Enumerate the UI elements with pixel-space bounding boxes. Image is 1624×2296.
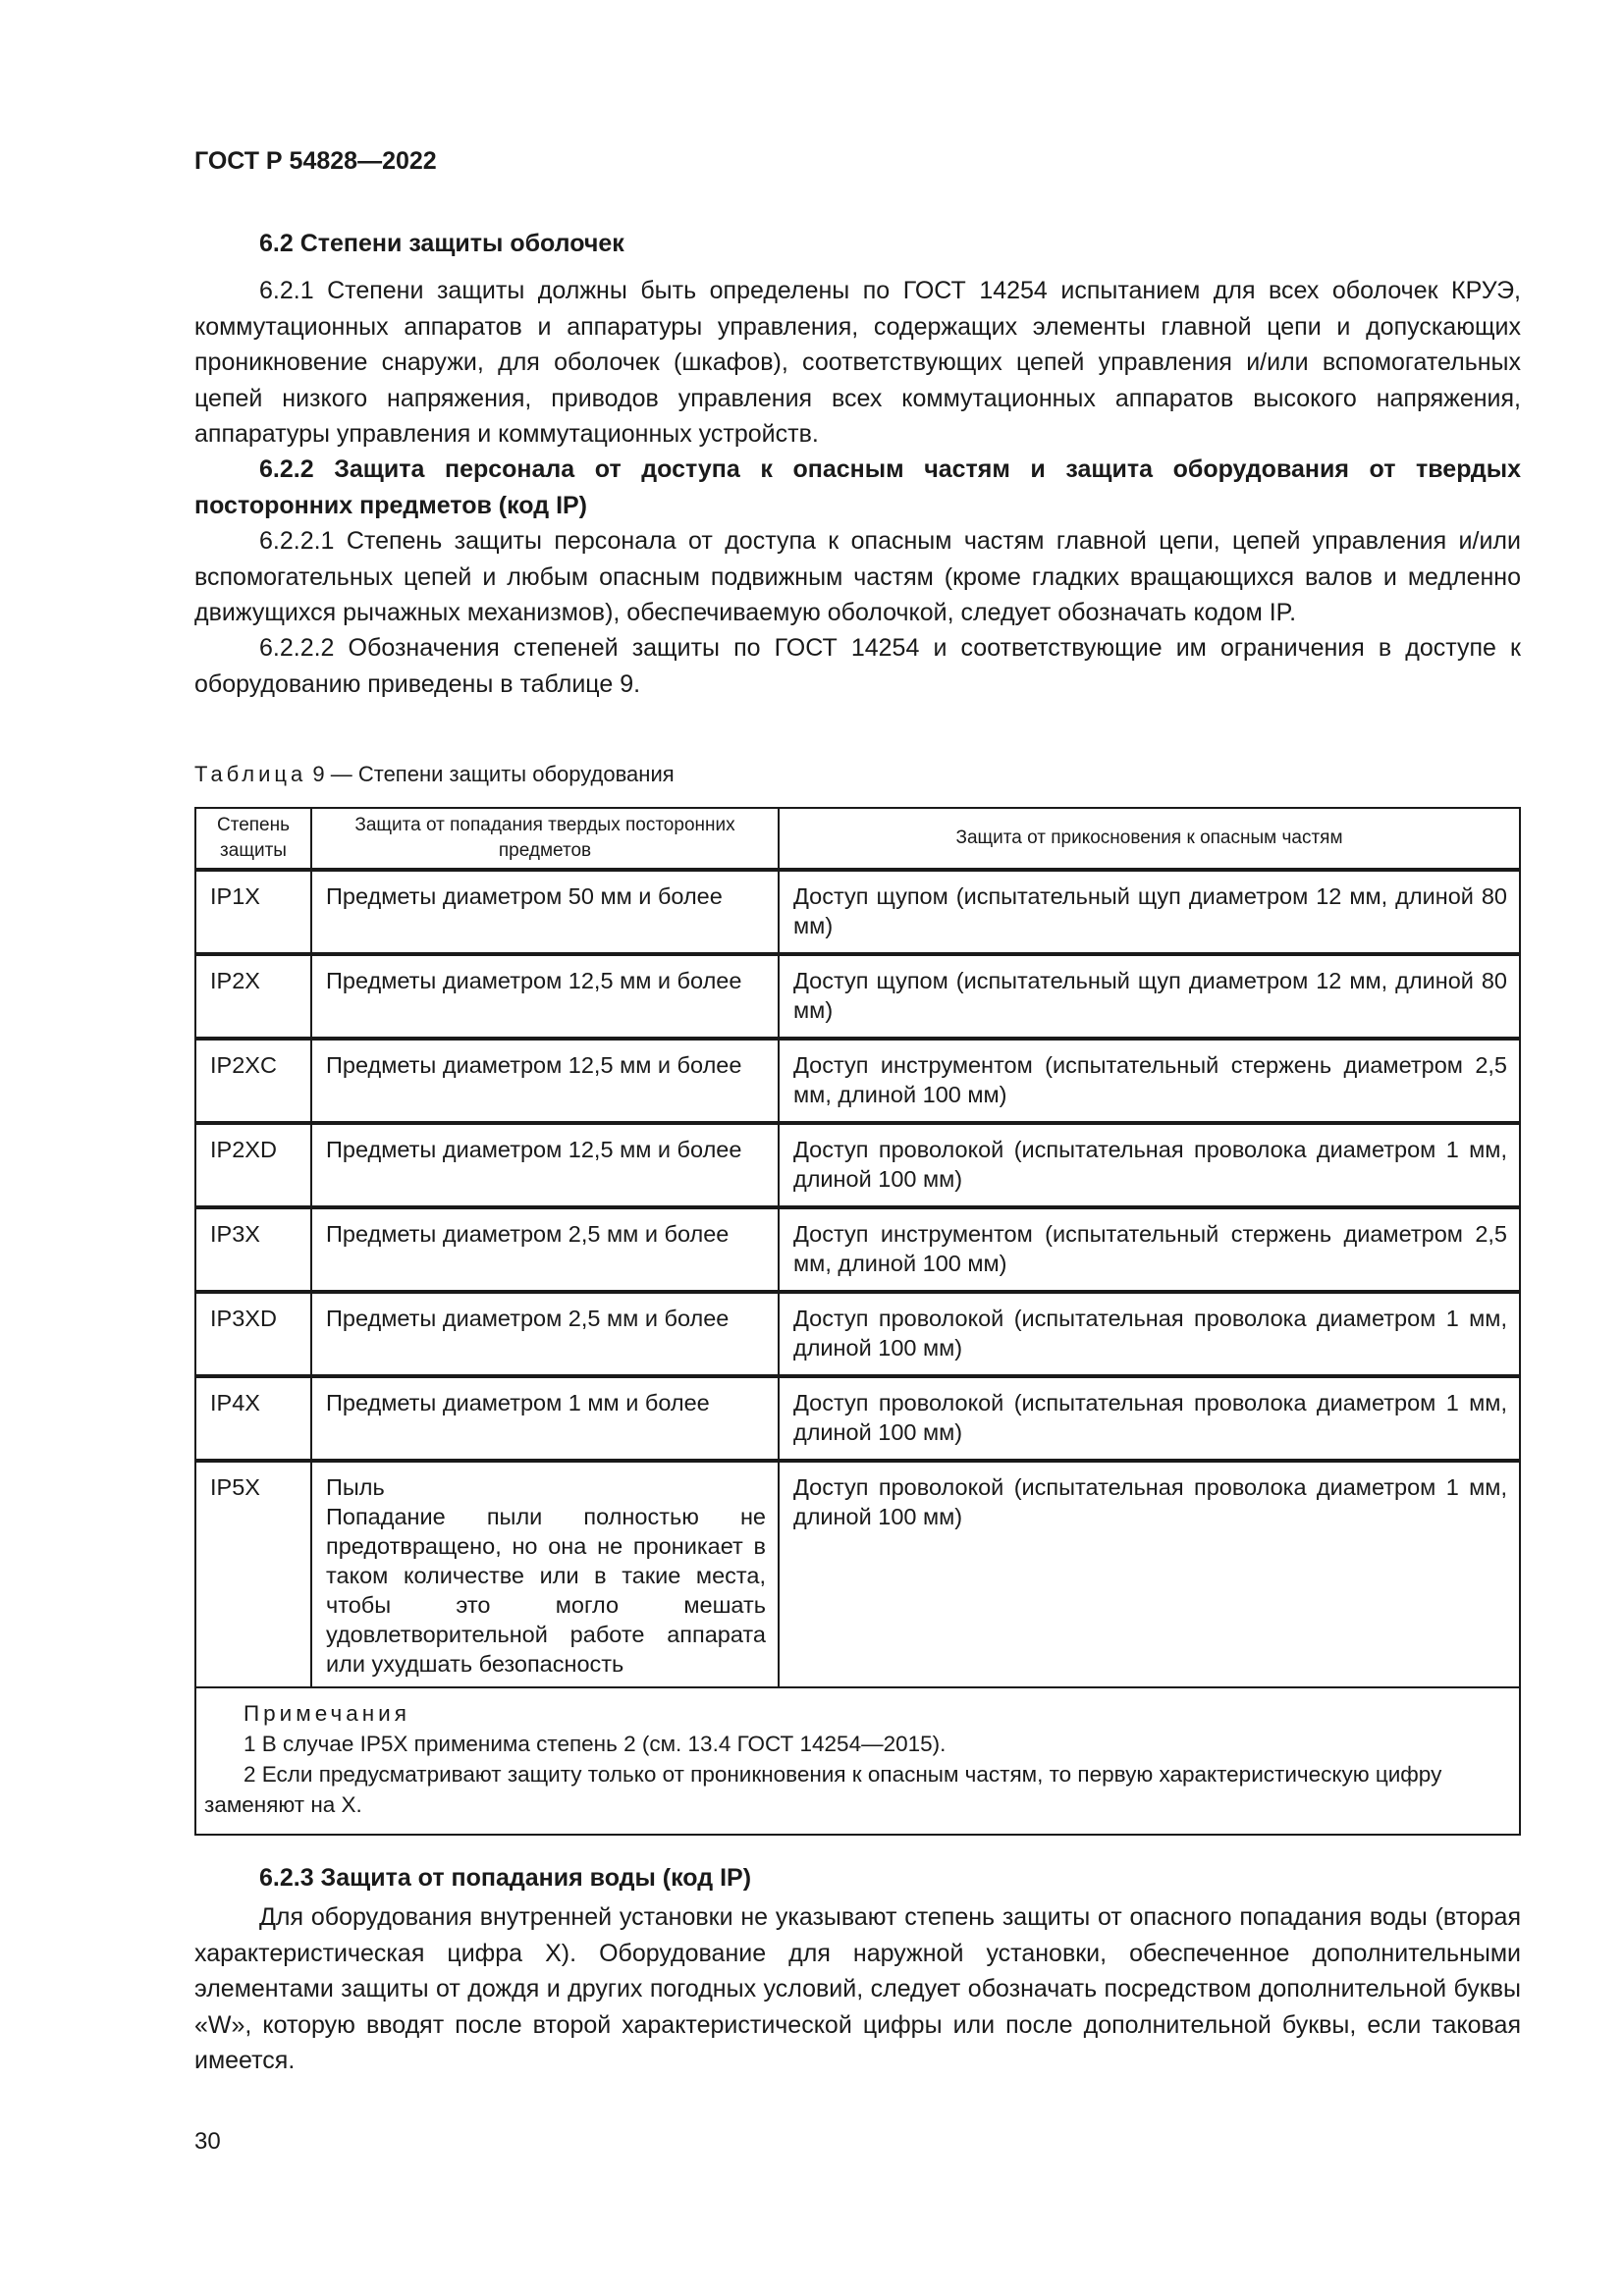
solid-text: Пыль xyxy=(326,1474,385,1500)
code-cell: IP2XD xyxy=(195,1123,311,1207)
solid-cell xyxy=(311,1461,779,1687)
paragraph: 6.2.2.1 Степень защиты персонала от доступа к опасным частям главной цепи, цепей управления и/или вспомогательных цепей и любым опасным подвижным частям (кроме гладких вращающихся валов и медленно движущихся рычажных механизмов), обеспечиваемую оболочкой, следует обозначать кодом IP. xyxy=(194,527,1521,627)
table-caption xyxy=(194,762,675,787)
solid-text: Предметы диаметром 12,5 мм и более xyxy=(326,1052,742,1078)
table-row xyxy=(195,870,1520,954)
solid-cell xyxy=(311,1123,779,1207)
table-row xyxy=(195,1123,1520,1207)
document-id: ГОСТ Р 54828—2022 xyxy=(194,147,437,175)
solid-cell xyxy=(311,870,779,954)
touch-cell: Доступ щупом (испытательный щуп диаметром 12 мм, длиной 80 мм) xyxy=(779,954,1520,1039)
paragraph: Для оборудования внутренней установки не указывают степень защиты от опасного попадания воды (вторая характеристическая цифра X). Оборудование для наружной установки, обеспеченное дополнительными элементами защиты от дождя и других погодных условий, следует обозначать посредством дополнительной буквы «W», которую вводят после второй характеристической цифры или после дополнительной буквы, если таковая имеется. xyxy=(194,1903,1521,2075)
table-row xyxy=(195,1376,1520,1461)
table-row xyxy=(195,1292,1520,1376)
notes-title: Примечания xyxy=(244,1701,410,1726)
code-cell: IP3XD xyxy=(195,1292,311,1376)
touch-cell: Доступ щупом (испытательный щуп диаметром 12 мм, длиной 80 мм) xyxy=(779,870,1520,954)
solid-cell xyxy=(311,954,779,1039)
table-row xyxy=(195,1039,1520,1123)
table-notes xyxy=(195,1687,1520,1835)
table-row xyxy=(195,1207,1520,1292)
subsection-title: 6.2.2 Защита персонала от доступа к опасным частям и защита оборудования от твердых посторонних предметов (код IP) xyxy=(194,455,1521,519)
touch-cell: Доступ проволокой (испытательная проволока диаметром 1 мм, длиной 100 мм) xyxy=(779,1376,1520,1461)
solid-cell xyxy=(311,1376,779,1461)
solid-cell xyxy=(311,1292,779,1376)
section-6-2 xyxy=(194,226,1521,702)
protection-table xyxy=(194,807,1521,1836)
page-number: 30 xyxy=(194,2128,221,2155)
code-cell: IP1X xyxy=(195,870,311,954)
table-row xyxy=(195,1461,1520,1687)
code-cell: IP5X xyxy=(195,1461,311,1687)
code-cell: IP2X xyxy=(195,954,311,1039)
section-6-2-3 xyxy=(194,1860,1521,2078)
solid-text: Предметы диаметром 50 мм и более xyxy=(326,883,723,909)
solid-text: Предметы диаметром 12,5 мм и более xyxy=(326,1137,742,1162)
caption-text: 9 — Степени защиты оборудования xyxy=(312,762,675,786)
note: 2 Если предусматривают защиту только от проникновения к опасным частям, то первую характеристическую цифру заменяют на X. xyxy=(204,1762,1442,1817)
solid-text: Предметы диаметром 1 мм и более xyxy=(326,1390,710,1415)
paragraph: 6.2.2.2 Обозначения степеней защиты по ГОСТ 14254 и соответствующие им ограничения в доступе к оборудованию приведены в таблице 9. xyxy=(194,634,1521,698)
section-title: 6.2 Степени защиты оболочек xyxy=(259,230,624,257)
solid-cell xyxy=(311,1207,779,1292)
solid-detail: Попадание пыли полностью не предотвращено, но она не проникает в таком количестве или в такие места, чтобы это могло мешать удовлетворительной работе аппарата или ухудшать безопасность xyxy=(326,1504,766,1677)
solid-text: Предметы диаметром 12,5 мм и более xyxy=(326,968,742,993)
paragraph: 6.2.1 Степени защиты должны быть определены по ГОСТ 14254 испытанием для всех оболочек КРУЭ, коммутационных аппаратов и аппаратуры управления, содержащих элементы главной цепи и допускающих проникновение снаружи, для оболочек (шкафов), соответствующих цепей управления и/или вспомогательных цепей низкого напряжения, приводов управления всех коммутационных аппаратов высокого напряжения, аппаратуры управления и коммутационных устройств. xyxy=(194,277,1521,449)
touch-cell: Доступ проволокой (испытательная проволока диаметром 1 мм, длиной 100 мм) xyxy=(779,1292,1520,1376)
section-title: 6.2.3 Защита от попадания воды (код IP) xyxy=(259,1864,752,1892)
touch-cell: Доступ проволокой (испытательная проволока диаметром 1 мм, длиной 100 мм) xyxy=(779,1461,1520,1687)
column-header: Защита от прикосновения к опасным частям xyxy=(779,808,1520,870)
note: 1 В случае IP5X применима степень 2 (см. 13.4 ГОСТ 14254—2015). xyxy=(244,1732,947,1756)
touch-cell: Доступ инструментом (испытательный стержень диаметром 2,5 мм, длиной 100 мм) xyxy=(779,1207,1520,1292)
code-cell: IP4X xyxy=(195,1376,311,1461)
caption-prefix: Таблица xyxy=(194,762,307,786)
code-cell: IP2XC xyxy=(195,1039,311,1123)
solid-text: Предметы диаметром 2,5 мм и более xyxy=(326,1306,730,1331)
column-header: Степень защиты xyxy=(195,808,311,870)
touch-cell: Доступ проволокой (испытательная проволока диаметром 1 мм, длиной 100 мм) xyxy=(779,1123,1520,1207)
table-row xyxy=(195,954,1520,1039)
table-header-row xyxy=(195,808,1520,870)
solid-cell xyxy=(311,1039,779,1123)
solid-text: Предметы диаметром 2,5 мм и более xyxy=(326,1221,730,1247)
touch-cell: Доступ инструментом (испытательный стержень диаметром 2,5 мм, длиной 100 мм) xyxy=(779,1039,1520,1123)
column-header: Защита от попадания твердых посторонних предметов xyxy=(311,808,779,870)
code-cell: IP3X xyxy=(195,1207,311,1292)
